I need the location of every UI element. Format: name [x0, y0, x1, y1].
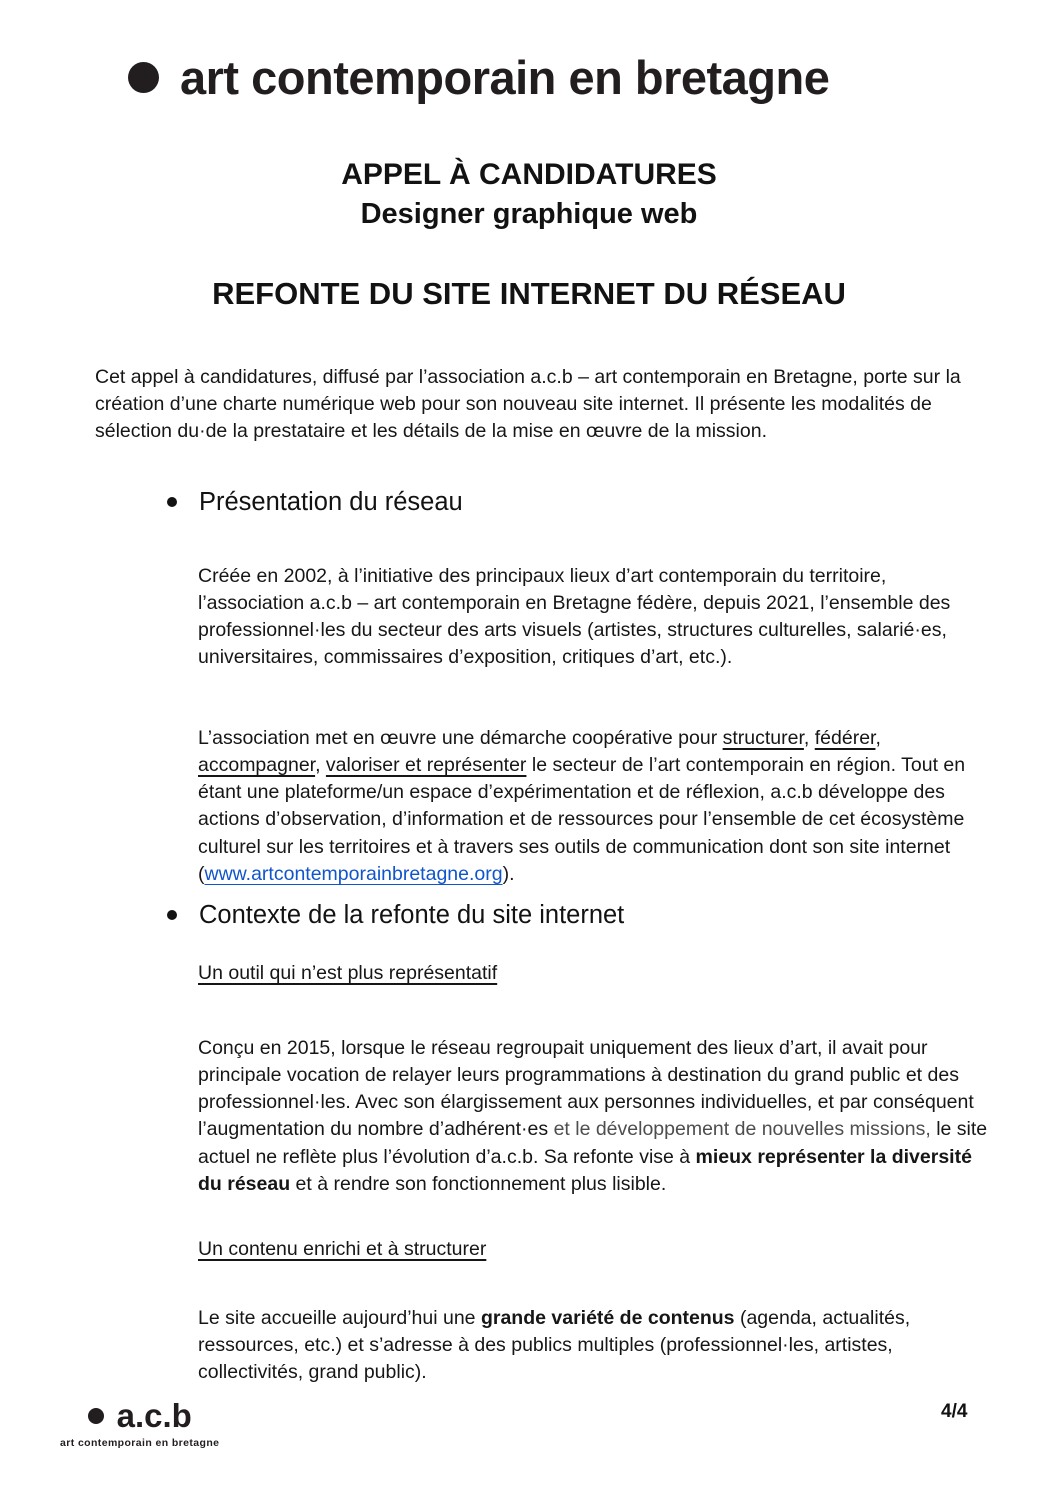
- section-heading-label: Contexte de la refonte du site internet: [199, 901, 625, 929]
- text-run: le site actuel ne reflète plus l’évolution d’a.c.b. Sa refonte vise à: [198, 1118, 988, 1168]
- header-logo-text: art contemporain en bretagne: [180, 51, 830, 104]
- section-heading-contexte: [167, 900, 624, 930]
- text-run: le secteur de l’art contemporain en région. Tout en étant une plateforme/un espace d’expérimentation et de réflexion, a.c.b développe des actions d’observation, d’information et de ressources pour l’ensemble de cet écosystème culturel sur les territoires et à travers ses outils de communication dont son site internet (: [198, 753, 966, 885]
- text-run: ,: [803, 726, 815, 749]
- text-run: ).: [502, 862, 515, 885]
- text-run: structurer: [722, 726, 804, 749]
- paragraph-creation: [198, 563, 992, 672]
- intro-paragraph: [95, 364, 985, 446]
- footer-logo: [60, 1398, 219, 1449]
- title-subject: REFONTE DU SITE INTERNET DU RÉSEAU: [212, 276, 846, 311]
- section-heading-label: Présentation du réseau: [199, 488, 463, 516]
- title-appel: APPEL À CANDIDATURES: [341, 158, 717, 191]
- bullet-icon: [167, 910, 177, 920]
- page-number: 4/4: [941, 1401, 968, 1422]
- text-run: ,: [315, 753, 326, 776]
- text-run: L’association met en œuvre une démarche coopérative pour: [198, 726, 723, 749]
- text-run: ,: [875, 726, 881, 749]
- logo-dot-icon: [128, 62, 159, 93]
- paragraph-association: [198, 725, 992, 889]
- text-run: et à rendre son fonctionnement plus lisible.: [290, 1172, 667, 1195]
- footer-logo-acb: a.c.b: [116, 1397, 192, 1434]
- logo-dot-icon: [88, 1408, 104, 1424]
- title-role: Designer graphique web: [360, 198, 698, 230]
- text-run: Le site accueille aujourd’hui une: [198, 1306, 481, 1329]
- bullet-icon: [167, 497, 177, 507]
- text-run: et le développement de nouvelles missions,: [553, 1118, 937, 1141]
- text-run: Conçu en 2015, lorsque le réseau regroupait uniquement des lieux d’art, il avait pour principale vocation de relayer leurs programmations à destination du grand public et des professionnel·les. Avec son élargissement aux personnes individuelles, et par conséquent l’augmentation du nombre d’adhérent·es: [198, 1036, 974, 1141]
- text-run: valoriser et représenter: [325, 753, 527, 776]
- paragraph-site: [198, 1305, 992, 1387]
- header-logo: [128, 52, 829, 104]
- text-run: fédérer: [814, 726, 876, 749]
- title-block: [0, 158, 1058, 311]
- text-run: (agenda, actualités, ressources, etc.) et s’adresse à des publics multiples (professionnel·les, artistes, collectivités, grand public).: [198, 1306, 911, 1384]
- paragraph-concu: [198, 1035, 992, 1199]
- footer-logo-subtext: art contemporain en bretagne: [60, 1437, 220, 1449]
- text-run: Cet appel à candidatures, diffusé par l’association a.c.b – art contemporain en Bretagne, porte sur la création d’une charte numérique web pour son nouveau site internet. Il présente les modalités de sélection du·de la prestataire et les détails de la mise en œuvre de la mission.: [95, 365, 961, 443]
- text-run: grande variété de contenus: [480, 1306, 735, 1329]
- section-heading-presentation: [167, 487, 463, 517]
- text-run: Créée en 2002, à l’initiative des principaux lieux d’art contemporain du territoire, l’association a.c.b – art contemporain en Bretagne fédère, depuis 2021, l’ensemble des professionnel·les du secteur des arts visuels (artistes, structures culturelles, salarié·es, universitaires, commissaires d’exposition, critiques d’art, etc.).: [198, 564, 951, 669]
- website-link[interactable]: www.artcontemporainbretagne.org: [204, 862, 503, 885]
- subheading-outil: Un outil qui n’est plus représentatif: [198, 962, 498, 984]
- subheading-contenu: Un contenu enrichi et à structurer: [198, 1238, 487, 1260]
- text-run: mieux représenter la diversité du réseau: [198, 1145, 972, 1195]
- text-run: accompagner: [198, 753, 316, 776]
